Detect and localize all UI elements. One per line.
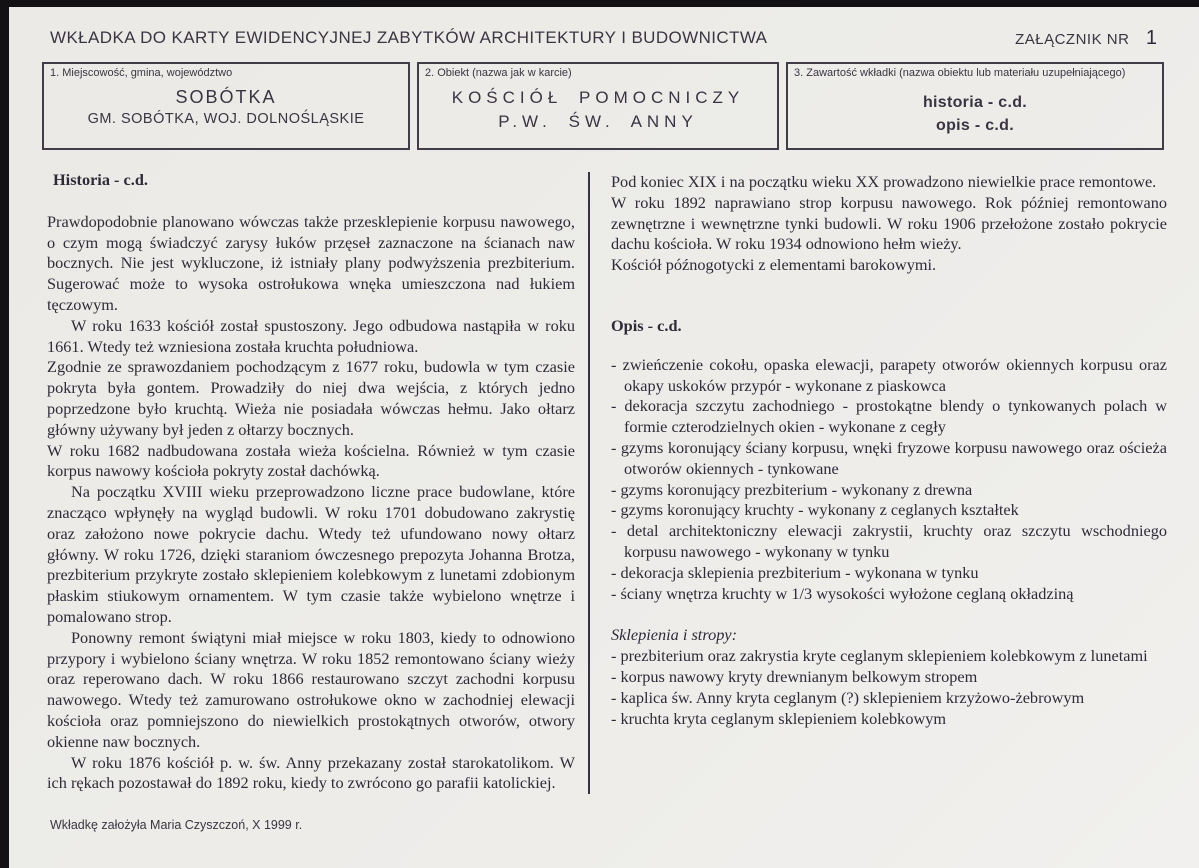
opis-list bbox=[611, 355, 1167, 605]
field-box-object-label: 2. Obiekt (nazwa jak w karcie) bbox=[425, 67, 572, 79]
field-box-object bbox=[417, 62, 779, 150]
history-paragraph: Ponowny remont świątyni miał miejsce w roku 1803, kiedy to odnowiono przypory i wybielono ściany wnętrza. W roku 1852 remontowano ściany wieży oraz reperowano dach. W roku 1866 restaurowano szczyt zachodni korpusu nawowego. Wtedy też zamurowano ostrołukowe okno w zachodniej elewacji kościoła oraz pomniejszono do niewielkich prostokątnych otworów, otwory okienne naw bocznych. bbox=[47, 627, 575, 751]
opis-item: - gzyms koronujący ściany korpusu, wnęki fryzowe korpusu nawowego oraz ościeża otworów okiennych - tynkowane bbox=[611, 437, 1167, 478]
opis-item: - detal architektoniczny elewacji zakrystii, kruchty oraz szczytu wschodniego korpusu nawowego - wykonany w tynku bbox=[611, 521, 1167, 561]
attachment-label-group bbox=[1015, 27, 1157, 50]
description-column bbox=[611, 172, 1167, 729]
history-paragraph: Prawdopodobnie planowano wówczas także przesklepienie korpusu nawowego, o czym mogą świadczyć zarysy łuków przęseł zaznaczone na ścianach naw bocznych. Nie jest wykluczone, iż istniały plany podwyższenia prezbiterium. Sugerować może to wysoka ostrołukowa wnęka umieszczona nad łukiem tęczowym. bbox=[47, 211, 575, 314]
opis-item: - zwieńczenie cokołu, opaska elewacji, parapety otworów okiennych korpusu oraz okapy uskoków przypór - wykonane z piaskowca bbox=[611, 354, 1167, 395]
field-box-location bbox=[42, 62, 410, 150]
history-paragraph: W roku 1633 kościół został spustoszony. Jego odbudowa nastąpiła w roku 1661. Wtedy też wzniesiona została kruchta południowa. bbox=[47, 315, 575, 356]
field-box-location-content bbox=[44, 86, 408, 130]
field-box-location-label: 1. Miejscowość, gmina, województwo bbox=[50, 67, 233, 79]
history-heading: Historia - c.d. bbox=[53, 170, 148, 189]
renovation-paragraph: W roku 1892 naprawiano strop korpusu nawowego. Rok później remontowano zewnętrzne i wewnętrzne tynki budowli. W roku 1906 przełożone zostało pokrycie dachu kościoła. W roku 1934 odnowiono hełm wieży. bbox=[611, 192, 1167, 254]
location-name: SOBÓTKA bbox=[175, 87, 277, 107]
attachment-number: 1 bbox=[1145, 27, 1157, 49]
history-paragraph: W roku 1682 nadbudowana została wieża kościelna. Również w tym czasie korpus nawowy kościoła pokryty został dachówką. bbox=[47, 440, 575, 481]
contents-line2: opis - c.d. bbox=[936, 117, 1014, 134]
header-boxes bbox=[42, 62, 1164, 150]
sklepienia-list bbox=[611, 646, 1167, 729]
style-note: Kościół późnogotycki z elementami barokowymi. bbox=[611, 255, 937, 275]
sklepienia-heading: Sklepienia i stropy: bbox=[611, 625, 737, 645]
contents-line1: historia - c.d. bbox=[922, 94, 1028, 111]
field-box-contents-content bbox=[788, 91, 1162, 137]
history-column bbox=[47, 170, 575, 794]
page-title: WKŁADKA DO KARTY EWIDENCYJNEJ ZABYTKÓW ARCHITEKTURY I BUDOWNICTWA bbox=[50, 28, 768, 47]
opis-item: - dekoracja szczytu zachodniego - prostokątne blendy o tynkowanych polach w formie czterodzielnych okien - wykonane z cegły bbox=[611, 396, 1167, 437]
object-name-line2: P.W. ŚW. ANNY bbox=[498, 112, 698, 131]
opis-item: - gzyms koronujący prezbiterium - wykonany z drewna bbox=[611, 479, 973, 499]
sklepienia-item: - kruchta kryta ceglanym sklepieniem kolebkowym bbox=[611, 708, 947, 728]
opis-item: - ściany wnętrza kruchty w 1/3 wysokości wyłożone ceglaną okładziną bbox=[611, 583, 1074, 603]
opis-heading: Opis - c.d. bbox=[611, 315, 682, 335]
field-box-object-content bbox=[419, 86, 777, 134]
sklepienia-item: - korpus nawowy kryty drewnianym belkowym stropem bbox=[611, 666, 978, 686]
history-paragraph: Zgodnie ze sprawozdaniem pochodzącym z 1677 roku, budowla w tym czasie pokryta była gontem. Prowadziły do niej dwa wejścia, z których jedno poprzedzone było kruchtą. Wieża nie posiadała wówczas hełmu. Jako ołtarz główny używany był jeden z ołtarzy bocznych. bbox=[47, 357, 575, 439]
opis-item: - gzyms koronujący kruchty - wykonany z ceglanych kształtek bbox=[611, 500, 1019, 520]
history-paragraph: Na początku XVIII wieku przeprowadzono liczne prace budowlane, które znacząco wpłynęły na wygląd budowli. W roku 1701 dobudowano zakrystię oraz założono nowe pokrycie dachu. Wtedy też ufundowano nowy ołtarz główny. W roku 1726, dzięki staraniom ówczesnego prepozyta Johanna Brotza, prezbiterium przykryte zostało sklepieniem kolebkowym z lunetami zdobionym płaskim stiukowym ornamentem. W tym czasie także wybielono wnętrze i pomalowano strop. bbox=[47, 482, 575, 626]
opis-item: - dekoracja sklepienia prezbiterium - wykonana w tynku bbox=[611, 562, 979, 582]
history-paragraph: W roku 1876 kościół p. w. św. Anny przekazany został starokatolikom. W ich rękach pozostawał do 1892 roku, kiedy to zwrócono go parafii katolickiej. bbox=[47, 752, 575, 793]
field-box-contents bbox=[786, 62, 1164, 150]
object-name-line1: KOŚCIÓŁ POMOCNICZY bbox=[451, 88, 745, 107]
scan-edge-left bbox=[0, 0, 9, 868]
scan-edge-top bbox=[0, 0, 1199, 7]
field-box-contents-label: 3. Zawartość wkładki (nazwa obiektu lub materiału uzupełniającego) bbox=[794, 67, 1126, 79]
renovation-paragraph: Pod koniec XIX i na początku wieku XX prowadzono niewielkie prace remontowe. bbox=[611, 172, 1157, 191]
column-divider bbox=[588, 172, 590, 794]
footer-note: Wkładkę założyła Maria Czyszczoń, X 1999 r. bbox=[50, 818, 303, 832]
sklepienia-item: - prezbiterium oraz zakrystia kryte ceglanym sklepieniem kolebkowym z lunetami bbox=[611, 646, 1148, 666]
location-details: GM. SOBÓTKA, WOJ. DOLNOŚLĄSKIE bbox=[87, 111, 365, 127]
attachment-label: ZAŁĄCZNIK NR bbox=[1015, 31, 1130, 48]
sklepienia-item: - kaplica św. Anny kryta ceglanym (?) sklepieniem krzyżowo-żebrowym bbox=[611, 687, 1085, 707]
